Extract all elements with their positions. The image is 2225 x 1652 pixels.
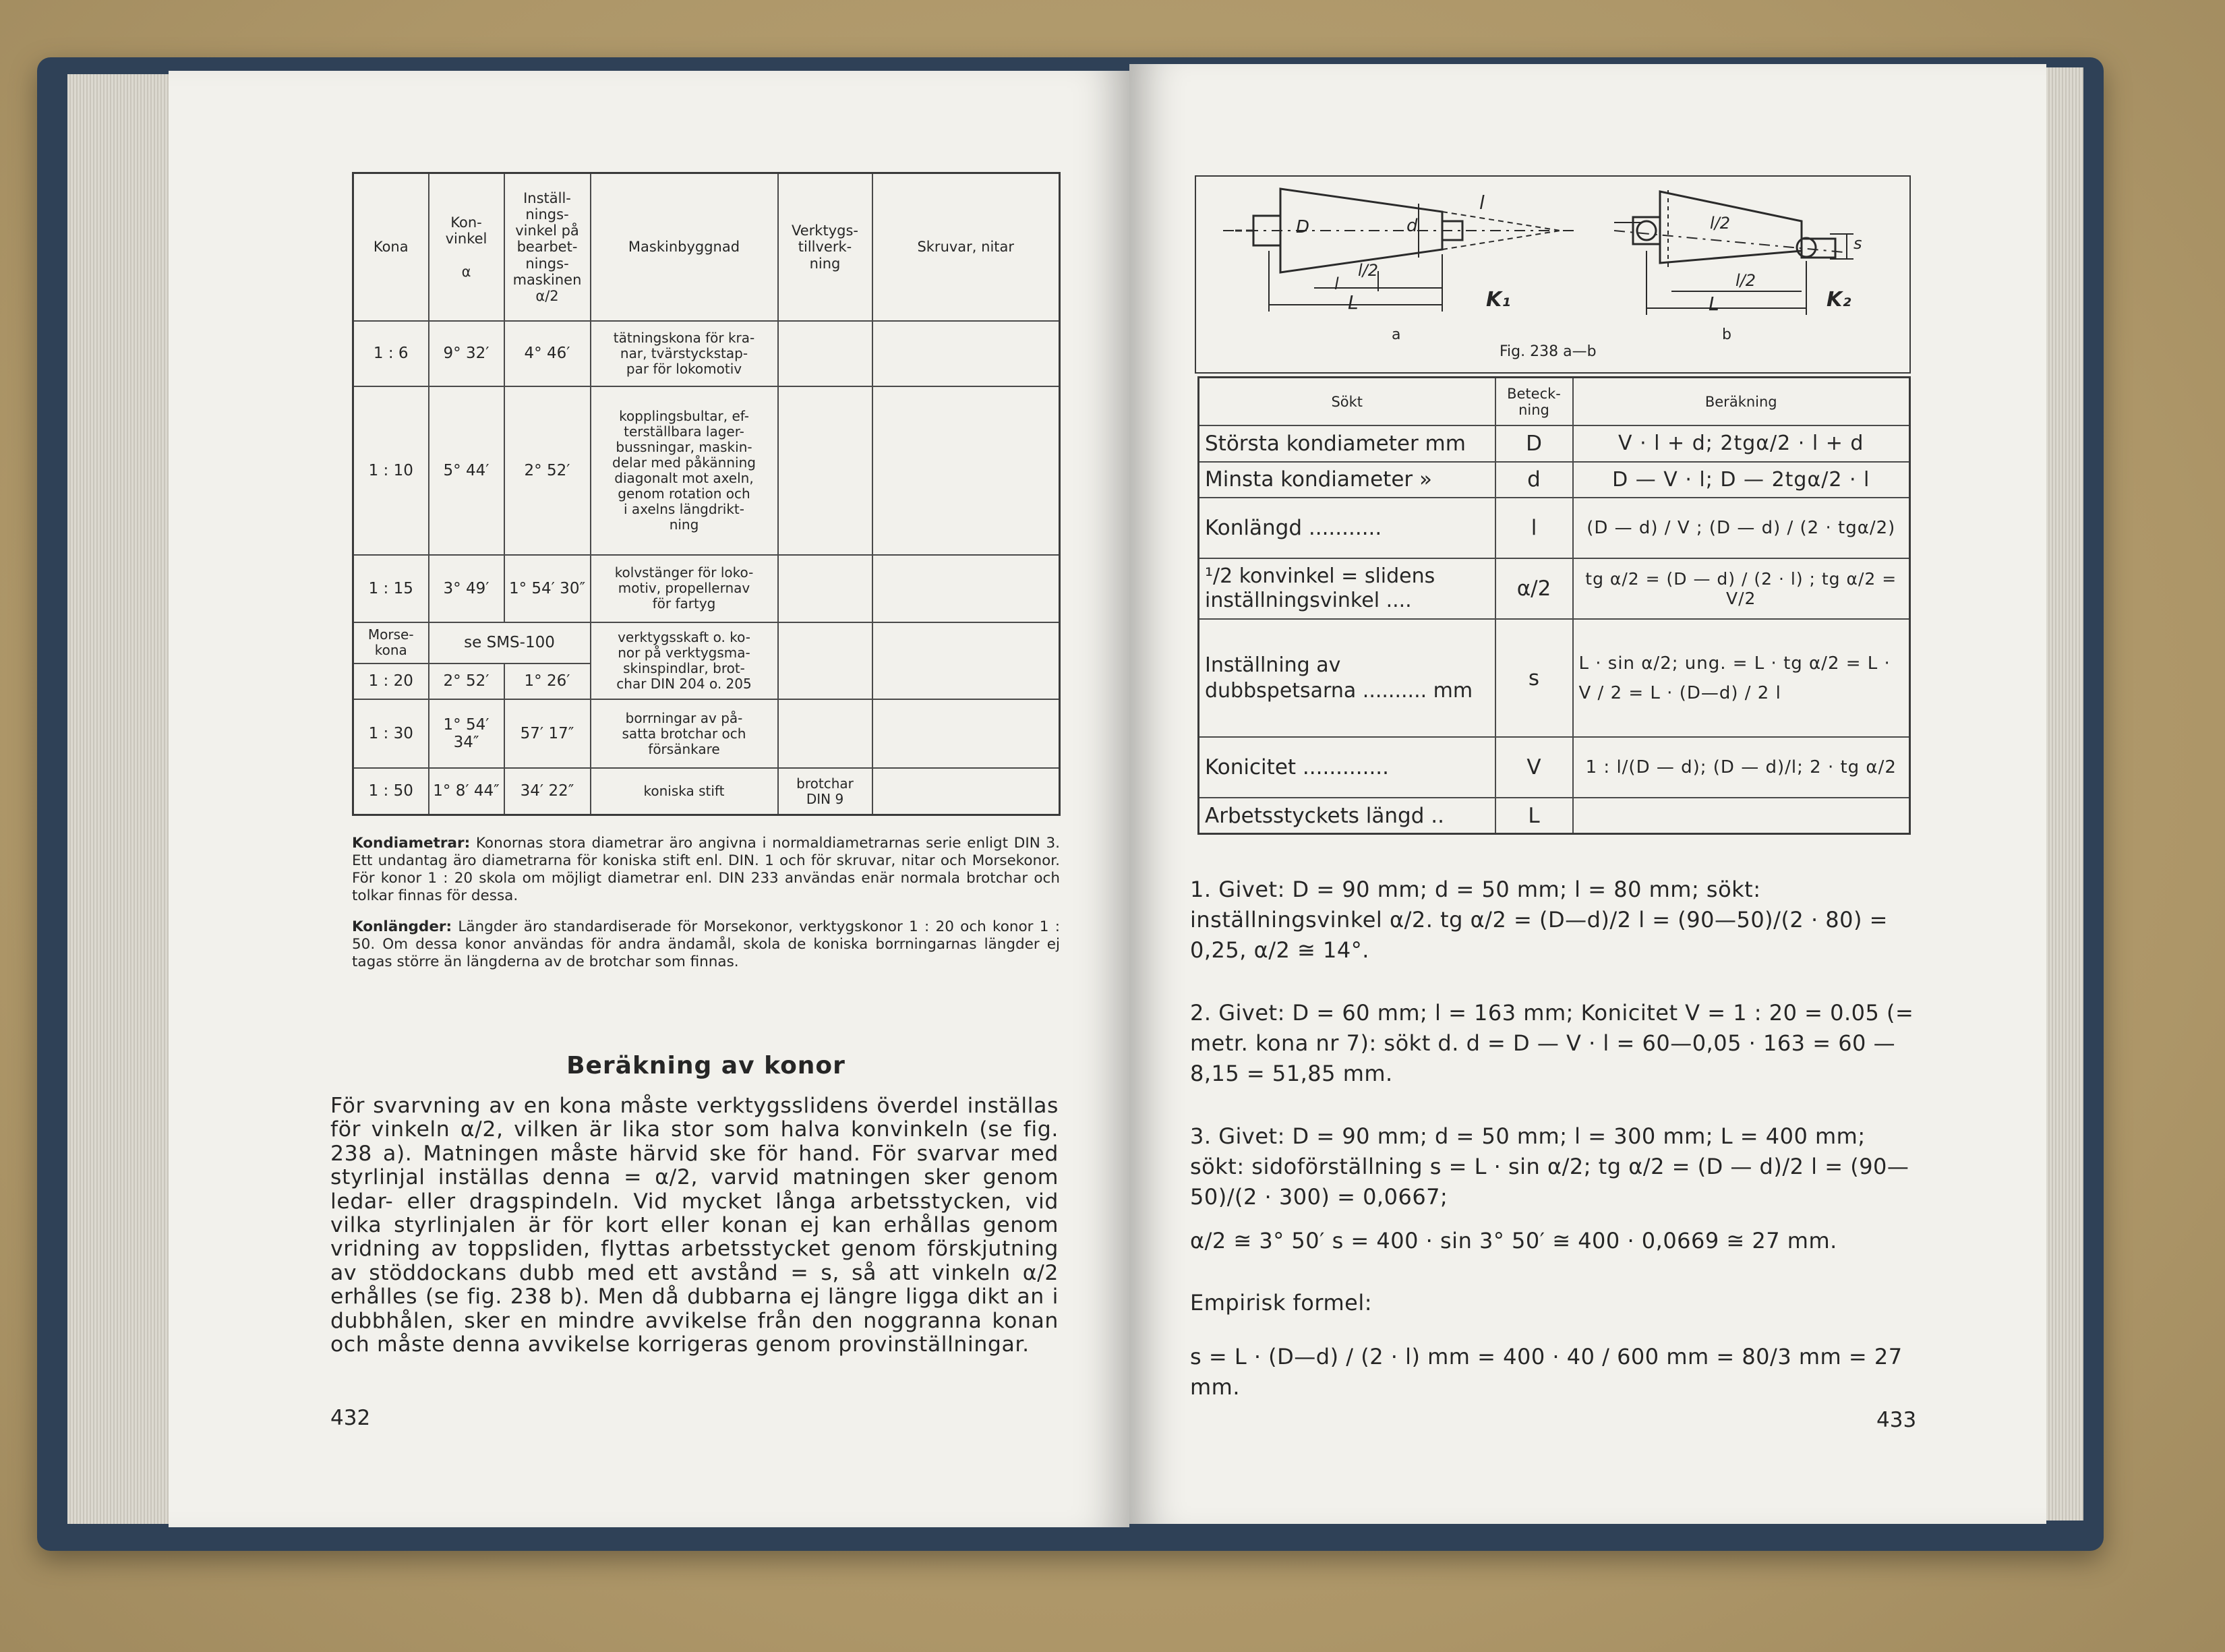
- cell-sokt: Inställning av dubbspetsarna .......... mm: [1199, 619, 1495, 736]
- cell-sokt: Arbetsstyckets längd ..: [1199, 798, 1495, 833]
- calc-row: [1199, 498, 1910, 558]
- cell-berakning: D — V · l; D — 2tgα/2 · l: [1573, 462, 1910, 498]
- cell-verktyg: [778, 622, 872, 699]
- calc-row: [1199, 558, 1910, 619]
- cell-vinkel: se SMS-100: [429, 622, 591, 663]
- fig-label-l: l: [1479, 191, 1485, 214]
- left-page-edges: [67, 74, 175, 1524]
- cell-berakning: tg α/2 = (D — d) / (2 · l) ; tg α/2 = V/2: [1573, 558, 1910, 619]
- cone-calculation-table: [1197, 376, 1911, 835]
- cell-verktyg: [778, 321, 872, 386]
- cell-vinkel: 3° 49′: [429, 555, 504, 622]
- cone-standards-table: [352, 172, 1061, 816]
- cell-beteckning: α/2: [1495, 558, 1573, 619]
- example-3-result: α/2 ≅ 3° 50′ s = 400 · sin 3° 50′ ≅ 400 · 0,0669 ≅ 27 mm.: [1190, 1228, 1837, 1253]
- fig-label-l2-b: l/2: [1710, 214, 1731, 233]
- cell-sokt: Konicitet .............: [1199, 737, 1495, 798]
- cell-sokt: Största kondiameter mm: [1199, 425, 1495, 461]
- cell-skruvar: [872, 699, 1060, 768]
- calc-row: [1199, 737, 1910, 798]
- right-page-edges: [2043, 67, 2083, 1521]
- fig-label-l2-b-lower: l/2: [1736, 271, 1756, 290]
- header-maskinbyggnad: Maskinbyggnad: [591, 173, 778, 321]
- note-term: Konlängder:: [352, 918, 452, 935]
- calc-row: [1199, 462, 1910, 498]
- body-paragraph: För svarvning av en kona måste verktygsslidens överdel inställas för vinkeln α/2, vilken är lika stor som halva konvinkeln (se fig. 238 a). Matningen måste härvid ske för hand. För svarvar med styrlinjal inställas denna = α/2, varvid matningen sker genom ledar- eller dragspindeln. Vid mycket långa arbetsstycken, vid vilka styrlinjalen är för kort eller konan ej kan erhållas genom vridning av toppsliden, flyttas arbetsstycket genom förskjutning av stöddockans dubb med ett avstånd = s, så att vinkeln α/2 erhålles (se fig. 238 b). Men då dubbarna ej längre ligga dikt an i dubbhålen, sker en mindre avvikelse från den noggranna konan och måste denna avvikelse korrigeras genom provinställningar.: [330, 1094, 1059, 1357]
- table-row: [353, 699, 1060, 768]
- cell-kona: Morse- kona: [353, 622, 429, 663]
- cell-verktyg: [778, 386, 872, 555]
- cell-beteckning: d: [1495, 462, 1573, 498]
- cell-sokt: Minsta kondiameter »: [1199, 462, 1495, 498]
- fig-sublabel-a: a: [1392, 326, 1401, 343]
- table-row: [353, 622, 1060, 663]
- fig-label-K1: K₁: [1486, 288, 1511, 312]
- cell-maskin: verktygsskaft o. ko- nor på verktygsma- skinspindlar, brot- char DIN 204 o. 205: [591, 622, 778, 699]
- cell-kona: 1 : 6: [353, 321, 429, 386]
- cell-vinkel: 9° 32′: [429, 321, 504, 386]
- cell-vinkel: 1° 54′ 34″: [429, 699, 504, 768]
- cell-kona: 1 : 50: [353, 768, 429, 815]
- section-heading: Beräkning av konor: [566, 1052, 846, 1080]
- cell-kona: 1 : 10: [353, 386, 429, 555]
- note-term: Kondiametrar:: [352, 835, 471, 852]
- cell-vinkel: 1° 8′ 44″: [429, 768, 504, 815]
- cell-installning: 4° 46′: [504, 321, 591, 386]
- cell-berakning: L · sin α/2; ung. = L · tg α/2 = L · V / 2 = L · (D—d) / 2 l: [1573, 619, 1910, 736]
- cell-vinkel: 5° 44′: [429, 386, 504, 555]
- table-header-row: [353, 173, 1060, 321]
- header-sokt: Sökt: [1199, 378, 1495, 426]
- calc-header-row: [1199, 378, 1910, 426]
- cell-installning: 1° 26′: [504, 663, 591, 699]
- example-2: 2. Givet: D = 60 mm; l = 163 mm; Konicitet V = 1 : 20 = 0.05 (= metr. kona nr 7): sökt d. d = D — V · l = 60—0,05 · 163 = 60 — 8,15 = 51,85 mm.: [1190, 1000, 1914, 1086]
- header-installningsvinkel: Inställ- nings- vinkel på bearbet- nings- maskinen α/2: [504, 173, 591, 321]
- fig-label-K2: K₂: [1827, 288, 1851, 312]
- fig-label-L: L: [1348, 291, 1359, 314]
- table-row: [353, 768, 1060, 815]
- calc-row: [1199, 798, 1910, 833]
- table-row: [353, 386, 1060, 555]
- calc-row: [1199, 425, 1910, 461]
- fig-label-L-b: L: [1709, 293, 1719, 315]
- cell-verktyg: [778, 699, 872, 768]
- cell-maskin: koniska stift: [591, 768, 778, 815]
- table-row: [353, 555, 1060, 622]
- cell-skruvar: [872, 386, 1060, 555]
- calc-row: [1199, 619, 1910, 736]
- note-kondiametrar: [352, 835, 1060, 905]
- cell-verktyg: brotchar DIN 9: [778, 768, 872, 815]
- cell-berakning: [1573, 798, 1910, 833]
- cell-maskin: kolvstänger för loko- motiv, propellernav för fartyg: [591, 555, 778, 622]
- fig-sublabel-b: b: [1722, 326, 1731, 343]
- cell-installning: 1° 54′ 30″: [504, 555, 591, 622]
- cell-verktyg: [778, 555, 872, 622]
- empirisk-label: Empirisk formel:: [1190, 1290, 1372, 1316]
- fig-caption: Fig. 238 a—b: [1500, 343, 1597, 360]
- cell-maskin: kopplingsbultar, ef- terställbara lager- bussningar, maskin- delar med påkänning diagonalt mot axeln, genom rotation och i axelns längdrikt- ning: [591, 386, 778, 555]
- cell-beteckning: V: [1495, 737, 1573, 798]
- page-number-left: 432: [330, 1406, 371, 1430]
- cell-beteckning: D: [1495, 425, 1573, 461]
- cell-maskin: borrningar av på- satta brotchar och försänkare: [591, 699, 778, 768]
- header-konvinkel: Kon- vinkel α: [429, 173, 504, 321]
- cell-skruvar: [872, 555, 1060, 622]
- header-skruvar-nitar: Skruvar, nitar: [872, 173, 1060, 321]
- note-text: Längder äro standardiserade för Morsekonor, verktygskonor 1 : 20 och konor 1 : 50. Om dessa konor användas för andra ändamål, skola de koniska borrningarnas längder ej tagas större än längderna av de brotchar som finnas.: [352, 918, 1060, 970]
- cell-installning: 57′ 17″: [504, 699, 591, 768]
- header-verktygstillverkning: Verktygs- tillverk- ning: [778, 173, 872, 321]
- cell-skruvar: [872, 321, 1060, 386]
- cell-skruvar: [872, 768, 1060, 815]
- cell-installning: 2° 52′: [504, 386, 591, 555]
- diagram-b: [1614, 190, 1853, 315]
- cell-beteckning: L: [1495, 798, 1573, 833]
- cell-beteckning: s: [1495, 619, 1573, 736]
- cell-berakning: (D — d) / V ; (D — d) / (2 · tgα/2): [1573, 498, 1910, 558]
- table-row: [353, 321, 1060, 386]
- cell-berakning: 1 : l/(D — d); (D — d)/l; 2 · tg α/2: [1573, 737, 1910, 798]
- cell-kona: 1 : 15: [353, 555, 429, 622]
- cell-sokt: ¹/2 konvinkel = slidens inställningsvinkel ....: [1199, 558, 1495, 619]
- header-beteckning: Beteck- ning: [1495, 378, 1573, 426]
- note-text: Konornas stora diametrar äro angivna i normaldiametrarnas serie enligt DIN 3. Ett undantag äro diametrarna för koniska stift enl. DIN. 1 och för skruvar, nitar och Morsekonor. För konor 1 : 20 skola om möjligt diametrar enl. DIN 233 användas enär normala brotchar och tolkar finnas för dessa.: [352, 835, 1060, 904]
- cell-maskin: tätningskona för kra- nar, tvärstyckstap- par för lokomotiv: [591, 321, 778, 386]
- fig-label-d: d: [1406, 216, 1418, 236]
- cell-skruvar: [872, 622, 1060, 699]
- header-kona: Kona: [353, 173, 429, 321]
- cell-beteckning: l: [1495, 498, 1573, 558]
- cell-installning: 34′ 22″: [504, 768, 591, 815]
- cell-berakning: V · l + d; 2tgα/2 · l + d: [1573, 425, 1910, 461]
- cell-kona: 1 : 20: [353, 663, 429, 699]
- header-berakning: Beräkning: [1573, 378, 1910, 426]
- note-konlangder: [352, 918, 1060, 971]
- empirisk-formula: s = L · (D—d) / (2 · l) mm = 400 · 40 / 600 mm = 80/3 mm = 27 mm.: [1190, 1344, 1903, 1400]
- fig-label-D: D: [1296, 217, 1310, 237]
- cell-kona: 1 : 30: [353, 699, 429, 768]
- cell-vinkel: 2° 52′: [429, 663, 504, 699]
- example-3: 3. Givet: D = 90 mm; d = 50 mm; l = 300 mm; L = 400 mm; sökt: sidoförställning s = L · sin α/2; tg α/2 = (D — d)/2 l = (90—50)/(2 · 300) = 0,0667;: [1190, 1123, 1909, 1210]
- fig-label-s: s: [1853, 234, 1862, 253]
- diagram-a: [1223, 189, 1574, 312]
- figure-238: [1195, 175, 1911, 374]
- fig-label-l-small: l: [1334, 274, 1339, 293]
- cell-sokt: Konlängd ...........: [1199, 498, 1495, 558]
- fig-label-l2: l/2: [1358, 261, 1379, 280]
- example-1: 1. Givet: D = 90 mm; d = 50 mm; l = 80 mm; sökt: inställningsvinkel α/2. tg α/2 = (D—d)/2 l = (90—50)/(2 · 80) = 0,25, α/2 ≅ 14°.: [1190, 877, 1888, 963]
- page-number-right: 433: [1876, 1408, 1917, 1432]
